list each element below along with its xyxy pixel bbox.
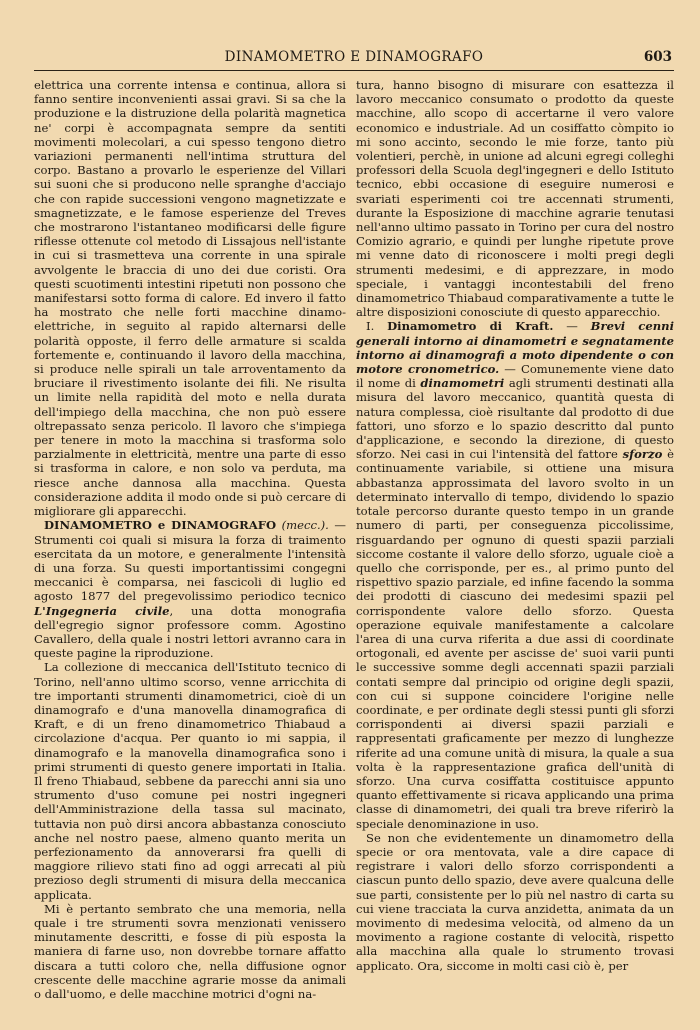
paragraph: tura, hanno bisogno di misurare con esattezza il lavoro meccanico consumato o prodotto da queste macchine, allo scopo di accertarne il vero valore economico e industriale. Ad un cosiffatto còmpito io mi sono accinto, secondo le mie forze, tanto più volentieri, perchè, in unione ad alcuni egregi colleghi professori della Scuola degl'ingegneri e dello Istituto tecnico, ebbi occasione di eseguire numerosi e svariati esperimenti coi tre accennati strumenti, durante la Esposizione di macchine agrarie tenutasi nell'anno ultimo passato in Torino per cura del nostro Comizio agrario, e quindi per lunghe ripetute prove mi venne dato di riconoscere i molti pregi degli strumenti medesimi, e di apprezzare, in modo speciale, i vantaggi incontestabili del freno dinamometrico Thiabaud comparativamente a tutte le altre disposizioni conosciute di questo apparecchio. (356, 78, 674, 320)
entry-text: — Strumenti coi quali si misura la forza di traimento esercitata da un motore, e generalmente l'intensità di una forza. Su questi importantissimi congegni meccanici è comparsa, nei fascicoli di luglio ed agosto 1877 del pregevolissimo periodico tecnico (34, 518, 347, 604)
running-title: DINAMOMETRO E DINAMOGRAFO (224, 49, 484, 65)
section-text: — Comunemente viene dato il nome di (356, 362, 674, 391)
paragraph: elettrica una corrente intensa e continua, allora si fanno sentire inconvenienti assai gravi. Si sa che la produzione e la distruzione della polarità magnetica ne' corpi è accompagnata sempre da sentiti movimenti molecolari, a cui spesso tengono dietro variazioni permanenti nell'intima struttura del corpo. Bastano a provarlo le esperienze del Villari sui suoni che si producono nelle spranghe d'acciajo che con rapide successioni vengono magnetizzate e smagnetizzate, e le famose esperienze del Treves che mostrarono l'istantaneo modificarsi delle figure riflesse ottenute col metodo di Lissajous nell'istante in cui si trasmetteva una corrente in una spirale avvolgente le braccia di uno dei due coristi. Ora questi scuotimenti intestini ripetuti non possono che manifestarsi sotto forma di calore. Ed invero il fatto ha mostrato che nelle forti macchine dinamo-elettriche, in seguito al rapido alternarsi delle polarità opposte, il ferro delle armature si scalda fortemente e, continuando il lavoro della macchina, si produce nelle spirali un tale arroventamento da bruciare il rivestimento isolante dei fili. Ne risulta un limite nella rapidità del moto e nella durata dell'impiego della macchina, che non può essere oltrepassato senza pericolo. Il lavoro che s'impiega per tenere in moto la macchina si trasforma solo parzialmente in elettricità, mentre una parte di esso si trasforma in calore, e non solo va perduta, ma riesce anche dannosa alla macchina. Questa considerazione addita il modo onde si può cercare di migliorare gli apparecchi. (34, 78, 346, 519)
term-dinamometri: dinamometri (420, 376, 505, 391)
entry-dinamometro-dinamografo (34, 518, 346, 660)
term-sforzo: sforzo (622, 447, 663, 462)
journal-title: L'Ingegneria civile (34, 603, 170, 618)
section-text: è continuamente variabile, si ottiene una misura abbastanza approssimata del lavoro svolto in un determinato intervallo di tempo, dividendo lo spazio totale percorso durante questo tempo in un grande numero di parti, per conseguenza piccolissime, risguardando per ognuno di questi spazii parziali siccome costante il valore dello sforzo, uguale cioè a quello che corrisponde, per es., al primo punto del rispettivo spazio parziale, ed infine facendo la somma dei prodotti di ciascuno dei medesimi spazii pel corrispondente valore dello sforzo. Questa operazione equivale manifestamente a calcolare l'area di una curva riferita a due assi di coordinate ortogonali, ed avente per ascisse de' suoi varii punti le successive somme degli accennati spazii parziali contati sempre dal principio od origine degli spazii, con cui si suppone coincidere l'origine nelle coordinate, e per ordinate degli stessi punti gli sforzi corrispondenti ai diversi spazii parziali e rappresentati graficamente per mezzo di lunghezze riferite ad una comune unità di misura, la quale a sua volta è la rappresentazione grafica dell'unità di sforzo. Una curva cosiffatta costituisce appunto quanto effettivamente si ricava applicando una prima classe di dinamometri, dei quali tra breve riferirò la speciale denominazione in uso. (356, 447, 675, 831)
page-number: 603 (643, 49, 672, 65)
paragraph: Mi è pertanto sembrato che una memoria, nella quale i tre strumenti sovra menzionati venissero minutamente descritti, e fosse di più esposta la maniera di farne uso, non dovrebbe tornare affatto discara a tutti coloro che, nella diffusione ognor crescente delle macchine agrarie mosse da animali o dall'uomo, e delle macchine motrici d'ogni na- (34, 901, 346, 1001)
entry-field-tag: (mecc.). (281, 518, 329, 533)
paragraph: Se non che evidentemente un dinamometro della specie or ora mentovata, vale a dire capace di registrare i valori dello sforzo corrispondenti a ciascun punto dello spazio, deve avere qualcuna delle sue parti, consistente per lo più nel nastro di carta su cui viene tracciata la curva anzidetta, animata da un movimento di medesima velocità, od almeno da un movimento a ragione costante di velocità, rispetto alla macchina alla quale lo strumento trovasi applicato. Ora, siccome in molti casi ciò è, per (356, 830, 674, 973)
page-header (34, 48, 674, 71)
section-subheading: Brevi cenni generali intorno ai dinamometri e segnatamente intorno ai dinamografi a moto dipendente o con motore cronometrico. (356, 319, 674, 377)
section-kraft (356, 319, 674, 830)
right-column (356, 78, 674, 1014)
section-text: agli strumenti destinati alla misura del lavoro meccanico, quantità questa di natura complessa, cioè risultante dal prodotto di due fattori, uno sforzo e lo spazio descritto dal punto d'applicazione, e secondo la direzione, di questo sforzo. Nei casi in cui l'intensità del fattore (356, 376, 675, 462)
entry-headword: DINAMOMETRO e DINAMOGRAFO (44, 518, 277, 533)
entry-text: , una dotta monografia dell'egregio signor professore comm. Agostino Cavallero, della quale i nostri lettori avranno cara in queste pagine la riproduzione. (34, 603, 346, 661)
section-number: I. (366, 319, 388, 334)
dash: — (553, 319, 591, 334)
section-heading: Dinamometro di Kraft. (387, 319, 554, 334)
paragraph: La collezione di meccanica dell'Istituto tecnico di Torino, nell'anno ultimo scorso, venne arricchita di tre importanti strumenti dinamometrici, cioè di un dinamografo e d'una manovella dinamografica di Kraft, e di un freno dinamometrico Thiabaud a circolazione d'acqua. Per quanto io mi sappia, il dinamografo e la manovella dinamografica sono i primi strumenti di questo genere importati in Italia. Il freno Thiabaud, sebbene da parecchi anni sia uno strumento d'uso comune pei nostri ingegneri dell'Amministrazione della tassa sul macinato, tuttavia non può dirsi ancora abbastanza conosciuto anche nel nostro paese, almeno quanto merita un perfezionamento da annoverarsi fra quelli di maggiore rilievo stati fino ad oggi arrecati al più prezioso degli strumenti di misura della meccanica applicata. (34, 660, 346, 902)
left-column (34, 78, 346, 1014)
